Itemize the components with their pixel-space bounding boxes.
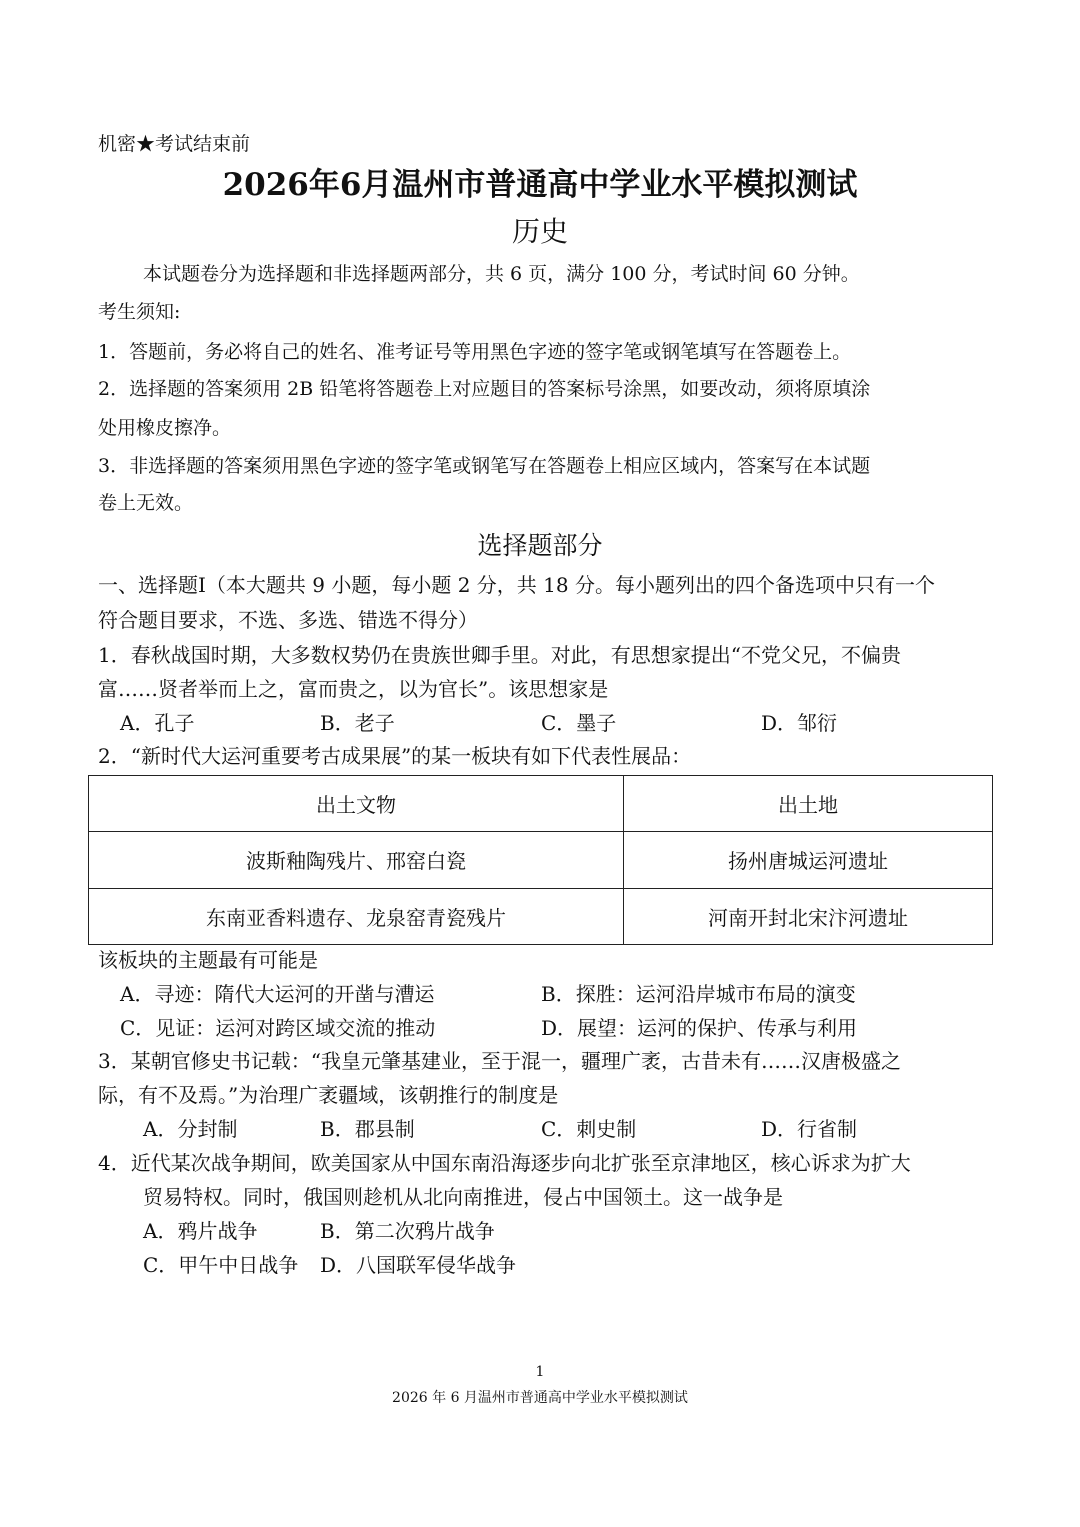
page-number: 1 xyxy=(535,1364,545,1380)
q1-stem-cont: 富……贤者举而上之，富而贵之，以为官长”。该思想家是 xyxy=(98,677,609,701)
notice-item-3-cont: 卷上无效。 xyxy=(98,492,194,514)
q4-option-a: A．鸦片战争 xyxy=(143,1219,258,1243)
q2-question: 该板块的主题最有可能是 xyxy=(98,948,318,972)
table-cell-site: 扬州唐城运河遗址 xyxy=(624,832,993,888)
notice-item-2-cont: 处用橡皮擦净。 xyxy=(98,417,232,439)
q2-option-d: D．展望：运河的保护、传承与利用 xyxy=(541,1016,858,1040)
q3-option-c: C．刺史制 xyxy=(541,1117,637,1141)
q1-option-a: A．孔子 xyxy=(120,711,195,735)
notice-item-2: 2．选择题的答案须用 2B 铅笔将答题卷上对应题目的答案标号涂黑，如要改动，须将原填涂 xyxy=(98,378,871,400)
notice-item-1: 1．答题前，务必将自己的姓名、准考证号等用黑色字迹的签字笔或钢笔填写在答题卷上。 xyxy=(98,341,852,363)
exhibit-table xyxy=(88,775,993,945)
q4-stem: 4．近代某次战争期间，欧美国家从中国东南沿海逐步向北扩张至京津地区，核心诉求为扩大 xyxy=(98,1151,911,1175)
q1-option-c: C．墨子 xyxy=(541,711,617,735)
q1-option-d: D．邹衍 xyxy=(761,711,838,735)
q1-stem: 1．春秋战国时期，大多数权势仍在贵族世卿手里。对此，有思想家提出“不党父兄，不偏贵 xyxy=(98,643,901,667)
q3-option-b: B．郡县制 xyxy=(320,1117,415,1141)
q1-option-b: B．老子 xyxy=(320,711,395,735)
q4-stem-cont: 贸易特权。同时，俄国则趁机从北向南推进，侵占中国领土。这一战争是 xyxy=(143,1185,783,1209)
notice-item-3: 3．非选择题的答案须用黑色字迹的签字笔或钢笔写在答题卷上相应区域内，答案写在本试题 xyxy=(98,455,871,477)
q3-stem: 3．某朝官修史书记载：“我皇元肇基建业，至于混一，疆理广袤，古昔未有……汉唐极盛之 xyxy=(98,1049,901,1073)
q3-option-a: A．分封制 xyxy=(143,1117,238,1141)
part1-instructions: 一、选择题Ⅰ（本大题共 9 小题，每小题 2 分，共 18 分。每小题列出的四个备选项中只有一个 xyxy=(98,573,935,597)
confidential-label: 机密★考试结束前 xyxy=(98,133,251,155)
table-row xyxy=(89,888,993,944)
q3-option-d: D．行省制 xyxy=(761,1117,858,1141)
table-cell-site: 河南开封北宋汴河遗址 xyxy=(624,888,993,944)
q4-option-b: B．第二次鸦片战争 xyxy=(320,1219,495,1243)
q3-stem-cont: 际，有不及焉。”为治理广袤疆域，该朝推行的制度是 xyxy=(98,1083,559,1107)
q2-option-c: C．见证：运河对跨区域交流的推动 xyxy=(120,1016,436,1040)
section-title: 选择题部分 xyxy=(477,531,603,560)
q2-stem: 2．“新时代大运河重要考古成果展”的某一板块有如下代表性展品： xyxy=(98,744,692,768)
table-header-artifact: 出土文物 xyxy=(89,776,624,832)
notice-heading: 考生须知: xyxy=(98,301,181,323)
q4-option-c: C．甲午中日战争 xyxy=(143,1253,299,1277)
footer-title: 2026 年 6 月温州市普通高中学业水平模拟测试 xyxy=(392,1390,688,1406)
q4-option-d: D．八国联军侵华战争 xyxy=(320,1253,517,1277)
table-row xyxy=(89,832,993,888)
table-header-site: 出土地 xyxy=(624,776,993,832)
q2-option-a: A．寻迹：隋代大运河的开凿与漕运 xyxy=(120,982,435,1006)
part1-instructions-cont: 符合题目要求，不选、多选、错选不得分） xyxy=(98,608,478,632)
table-cell-artifact: 东南亚香料遗存、龙泉窑青瓷残片 xyxy=(89,888,624,944)
q2-option-b: B．探胜：运河沿岸城市布局的演变 xyxy=(541,982,856,1006)
table-header-row xyxy=(89,776,993,832)
table-cell-artifact: 波斯釉陶残片、邢窑白瓷 xyxy=(89,832,624,888)
subject-title: 历史 xyxy=(511,215,568,248)
intro-text: 本试题卷分为选择题和非选择题两部分，共 6 页，满分 100 分，考试时间 60 分钟。 xyxy=(143,263,860,285)
exam-title: 2026年6月温州市普通高中学业水平模拟测试 xyxy=(222,167,858,203)
